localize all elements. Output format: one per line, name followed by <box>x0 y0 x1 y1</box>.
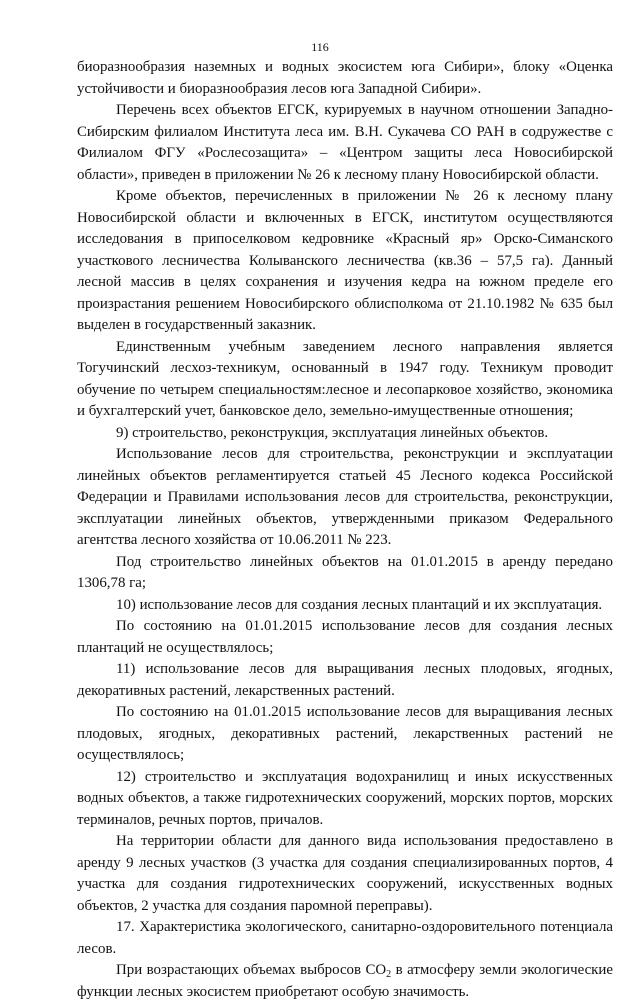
paragraph-cedar-reserve: Кроме объектов, перечисленных в приложении № 26 к лесному плану Новосибирской области и включенных в ЕГСК, институтом осуществляются исследования в припоселковом кедровнике «Красный яр» Орско-Симанского участкового лесничества Колыванского лесничества (кв.36 – 57,5 га). Данный лесной массив в целях сохранения и изучения кедра на южном пределе его произрастания решением Новосибирского облисполкома от 21.10.1982 № 635 был выделен в государственный заказник. <box>77 188 613 333</box>
paragraph-continuation: биоразнообразия наземных и водных экосистем юга Сибири», блоку «Оценка устойчивости и биоразнообразия лесов юга Западной Сибири». <box>77 59 613 97</box>
paragraph-linear-objects: Использование лесов для строительства, реконструкции и эксплуатации линейных объектов регламентируется статьей 45 Лесного кодекса Российской Федерации и Правилами использования лесов для строительства, реконструкции, эксплуатации линейных объектов, утвержденными приказом Федерального агентства лесного хозяйства от 10.06.2011 № 223. <box>77 446 613 548</box>
section-heading-17: 17. Характеристика экологического, санитарно-оздоровительного потенциала лесов. <box>77 919 613 957</box>
paragraph-plantations-status: По состоянию на 01.01.2015 использование лесов для создания лесных плантаций не осуществлялось; <box>77 618 613 656</box>
paragraph-item-11: 11) использование лесов для выращивания лесных плодовых, ягодных, декоративных растений, лекарственных растений. <box>77 661 613 699</box>
paragraph-lease-area: Под строительство линейных объектов на 01.01.2015 в аренду передано 1306,78 га; <box>77 553 613 591</box>
paragraph-water-objects: На территории области для данного вида использования предоставлено в аренду 9 лесных участков (3 участка для создания специализированных портов, 4 участка для создания гидротехнических сооружений, искусственных водных объектов, 2 участка для создания паромной переправы). <box>77 833 613 914</box>
paragraph-item-9: 9) строительство, реконструкция, эксплуатация линейных объектов. <box>116 424 549 441</box>
document-body <box>77 57 613 1003</box>
paragraph-technical-school: Единственным учебным заведением лесного направления является Тогучинский лесхоз-техникум, основанный в 1947 году. Техникум проводит обучение по четырем специальностям:лесное и лесопарковое хозяйство, экономика и бухгалтерский учет, банковское дело, земельно-имущественные отношения; <box>77 338 613 419</box>
paragraph-item-10: 10) использование лесов для создания лесных плантаций и их эксплуатация. <box>116 596 603 613</box>
paragraph-item-12: 12) строительство и эксплуатация водохранилищ и иных искусственных водных объектов, а также гидротехнических сооружений, морских портов, морских терминалов, речных портов, причалов. <box>77 768 613 828</box>
emissions-text-end: в атмосферу земли экологические функции лесных экосистем приобретают особую значимость. <box>77 962 613 1000</box>
emissions-text-start: При возрастающих объемах выбросов СО <box>116 962 387 978</box>
page-number: 116 <box>311 40 329 54</box>
paragraph-egsk-objects: Перечень всех объектов ЕГСК, курируемых в научном отношении Западно-Сибирским филиалом Института леса им. В.Н. Сукачева СО РАН в содружестве с Филиалом ФГУ «Рослесозащита» – «Центром защиты леса Новосибирской области», приведен в приложении № 26 к лесному плану Новосибирской области. <box>77 102 613 183</box>
co2-subscript: 2 <box>386 969 392 980</box>
paragraph-growing-status: По состоянию на 01.01.2015 использование лесов для выращивания лесных плодовых, ягодных, декоративных растений, лекарственных растений не осуществлялось; <box>77 704 613 763</box>
paragraph-emissions <box>77 960 613 1003</box>
